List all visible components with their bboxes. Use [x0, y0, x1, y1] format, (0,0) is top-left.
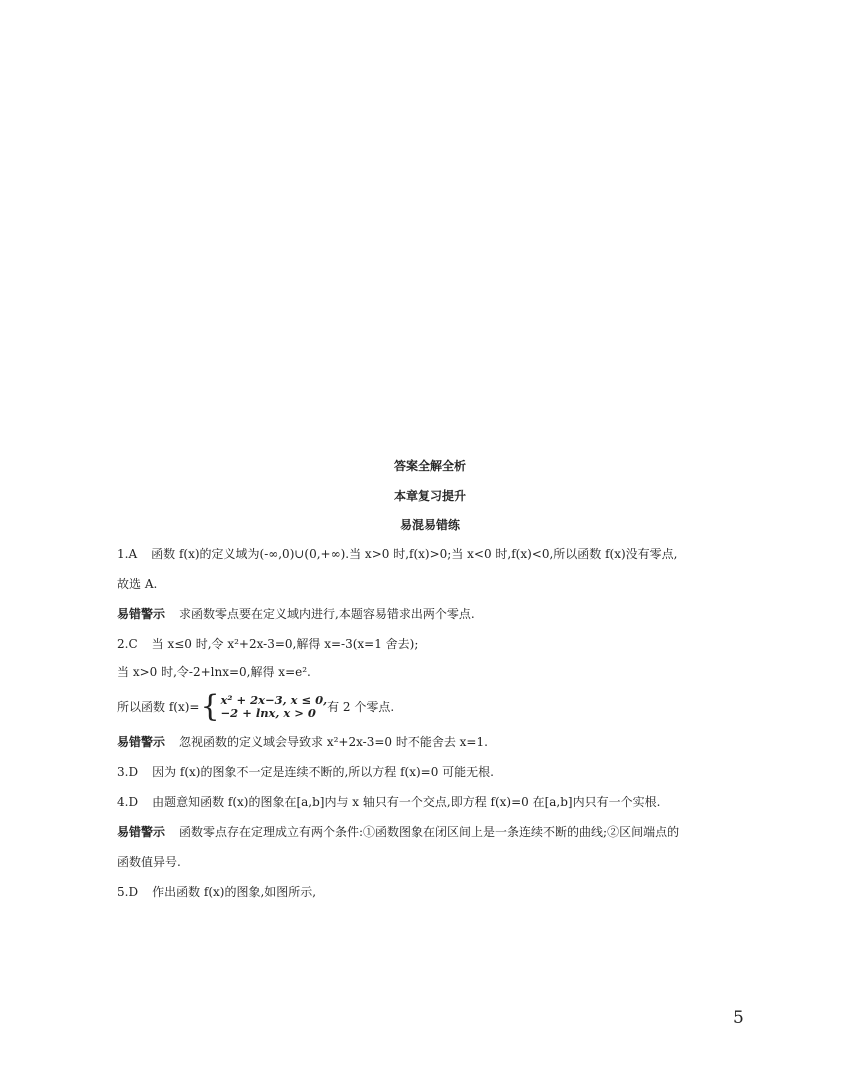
warning-text: 求函数零点要在定义域内进行,本题容易错求出两个零点. — [179, 607, 475, 621]
piecewise-case-1: x² + 2x−3, x ≤ 0, — [220, 693, 328, 707]
q1-line1 — [117, 546, 757, 562]
q5-number: 5.D — [117, 885, 139, 899]
q5-text: 作出函数 f(x)的图象,如图所示, — [152, 885, 317, 899]
q3-text: 因为 f(x)的图象不一定是连续不断的,所以方程 f(x)=0 可能无根. — [152, 765, 494, 779]
piecewise-cases — [221, 694, 328, 720]
left-brace: { — [200, 689, 220, 724]
heading-answers: 答案全解全析 — [393, 459, 466, 473]
q4-number: 4.D — [117, 795, 139, 809]
q3-line — [117, 764, 757, 780]
warning-3-line1 — [117, 824, 757, 840]
piecewise-function — [117, 689, 395, 724]
piecewise-suffix: 有 2 个零点. — [327, 700, 395, 714]
warning-label: 易错警示 — [117, 825, 166, 839]
q1-number: 1.A — [117, 547, 138, 561]
q2-line1 — [117, 636, 757, 652]
q3-number: 3.D — [117, 765, 139, 779]
warning-label: 易错警示 — [117, 607, 166, 621]
q4-text: 由题意知函数 f(x)的图象在[a,b]内与 x 轴只有一个交点,即方程 f(x)=0 在[a,b]内只有一个实根. — [152, 795, 661, 809]
q1-line2: 故选 A. — [117, 577, 158, 591]
warning-3-line2: 函数值异号. — [117, 855, 181, 869]
q2-line2: 当 x>0 时,令-2+lnx=0,解得 x=e². — [117, 665, 311, 679]
warning-text: 忽视函数的定义域会导致求 x²+2x-3=0 时不能舍去 x=1. — [179, 735, 488, 749]
heading-chapter-review: 本章复习提升 — [393, 489, 466, 503]
warning-label: 易错警示 — [117, 735, 166, 749]
heading-error-practice: 易混易错练 — [399, 518, 460, 532]
warning-text: 函数零点存在定理成立有两个条件:①函数图象在闭区间上是一条连续不断的曲线;②区间端点的 — [179, 825, 680, 839]
warning-2 — [117, 734, 757, 750]
q4-line — [117, 794, 757, 810]
warning-1 — [117, 606, 757, 622]
q1-text: 函数 f(x)的定义域为(-∞,0)∪(0,+∞).当 x>0 时,f(x)>0;当 x<0 时,f(x)<0,所以函数 f(x)没有零点, — [151, 547, 678, 561]
q2-number: 2.C — [117, 637, 138, 651]
piecewise-case-2: −2 + lnx, x > 0 — [220, 706, 316, 720]
page-number: 5 — [733, 1008, 744, 1028]
piecewise-prefix: 所以函数 f(x)= — [117, 700, 200, 714]
q5-line — [117, 884, 757, 900]
q2-text: 当 x≤0 时,令 x²+2x-3=0,解得 x=-3(x=1 舍去); — [151, 637, 419, 651]
